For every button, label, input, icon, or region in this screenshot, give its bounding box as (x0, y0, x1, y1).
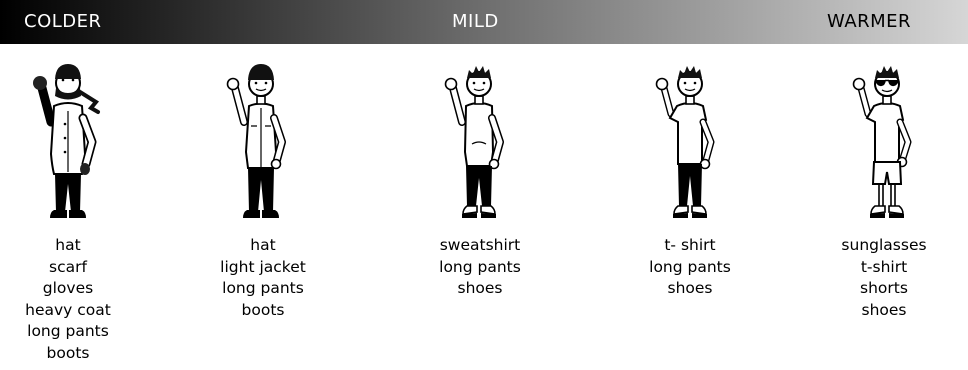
outfit-list-cool (183, 235, 343, 321)
outfit-list-warm (610, 235, 770, 300)
t-shirt-pants-figure (640, 56, 740, 228)
outfit-item: hat (250, 236, 276, 254)
outfit-list-warmer (804, 235, 964, 321)
outfit-item: long pants (222, 279, 304, 297)
warmer-label: WARMER (827, 11, 912, 32)
outfit-item: shoes (861, 300, 907, 319)
outfit-item: long pants (649, 257, 731, 276)
outfit-list-mild (400, 235, 560, 300)
colder-label: COLDER (24, 11, 102, 32)
outfit-item: sunglasses (841, 236, 927, 254)
outfit-item: long pants (27, 322, 109, 340)
outfit-item: heavy coat (25, 300, 111, 319)
outfit-item: sweatshirt (439, 236, 521, 254)
mild-label: MILD (452, 11, 499, 32)
outfit-item: shoes (457, 279, 503, 297)
outfit-item: long pants (439, 257, 521, 276)
outfit-item: gloves (42, 279, 94, 297)
outfit-item: light jacket (220, 257, 306, 276)
outfit-list-colder (0, 235, 148, 364)
temperature-scale-bar (0, 0, 968, 44)
outfit-item: t- shirt (664, 236, 716, 254)
outfit-item: shoes (667, 279, 713, 297)
outfit-item: boots (241, 300, 285, 319)
outfit-item: hat (55, 236, 81, 254)
outfit-item: scarf (49, 257, 87, 276)
heavy-coat-figure (18, 56, 118, 228)
outfit-item: boots (46, 343, 90, 362)
shorts-sunglasses-figure (837, 56, 937, 228)
light-jacket-figure (211, 56, 311, 228)
outfit-item: t-shirt (860, 257, 908, 276)
outfit-item: shorts (860, 279, 908, 297)
sweatshirt-figure (429, 56, 529, 228)
